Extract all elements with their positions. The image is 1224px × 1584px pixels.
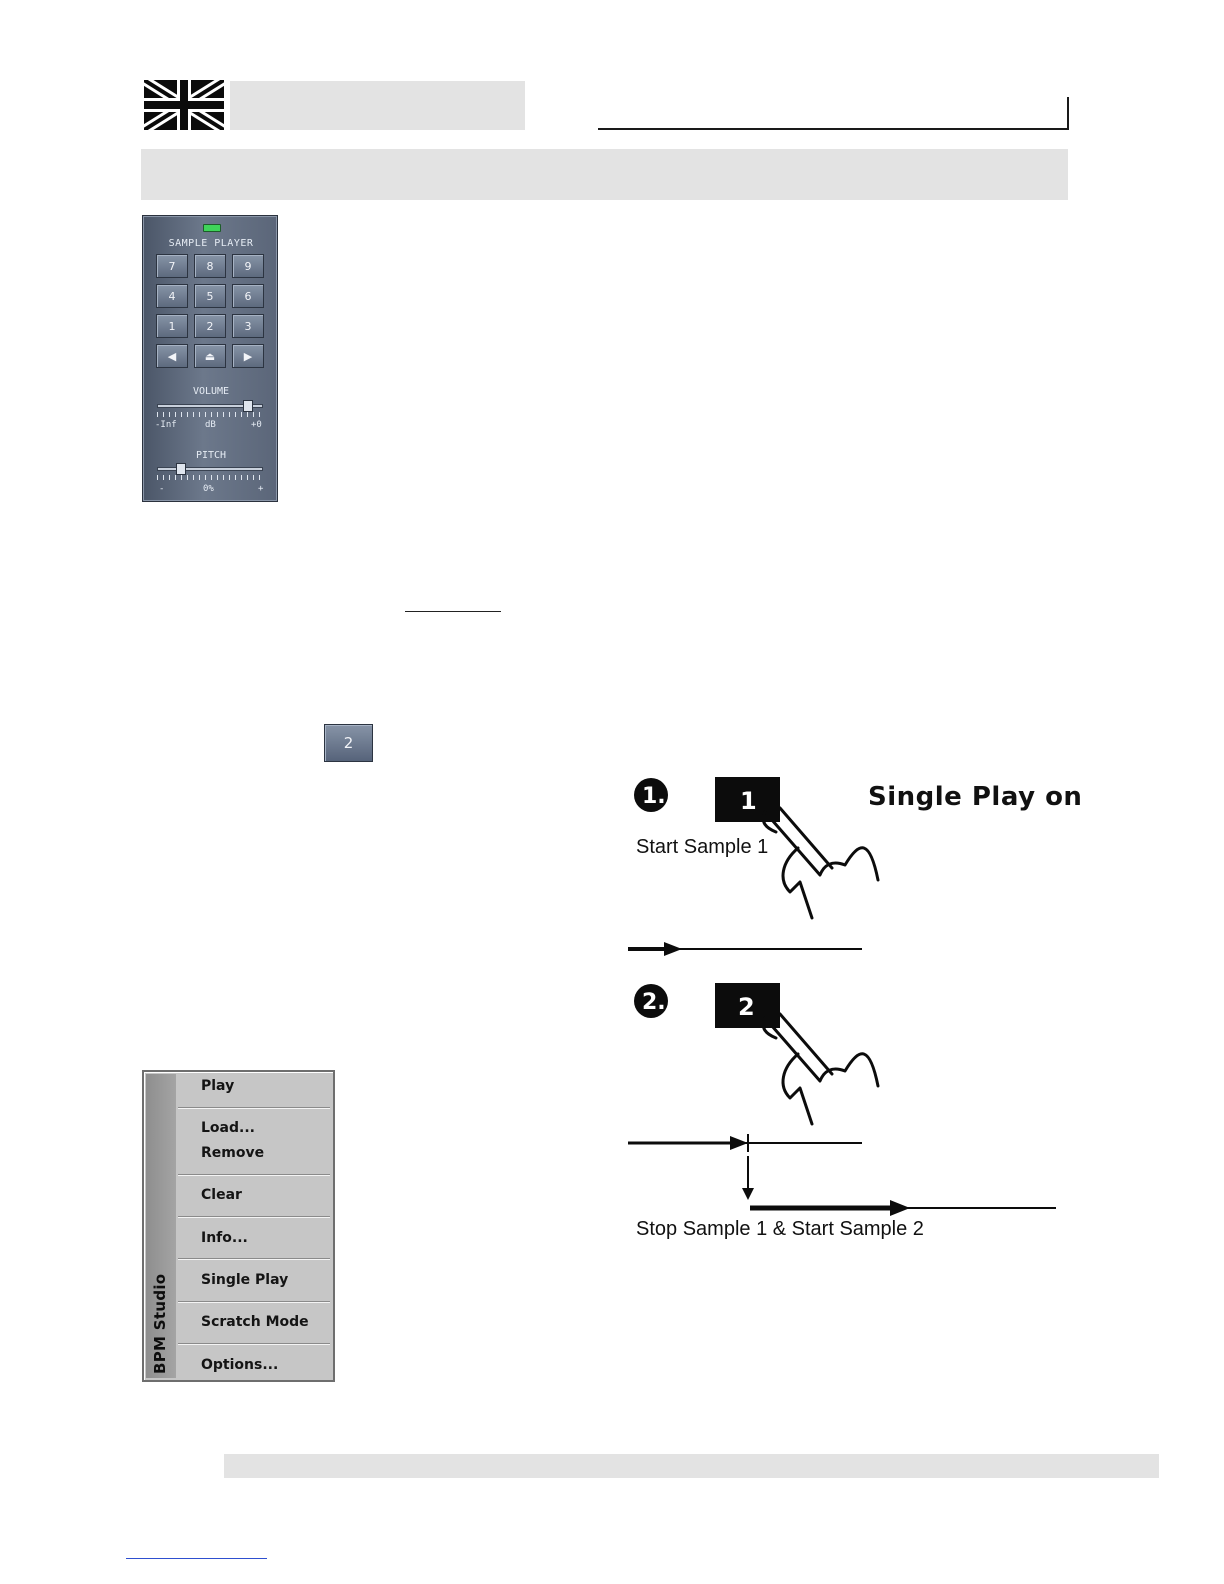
sample-key-7[interactable]: 7 (156, 254, 188, 278)
footer-link-underline (126, 1558, 267, 1559)
pitch-slider-thumb[interactable] (176, 463, 186, 475)
menu-separator (178, 1258, 330, 1260)
menu-item-clear[interactable]: Clear (201, 1187, 242, 1203)
pitch-label: PITCH (195, 450, 227, 461)
sample-key-5[interactable]: 5 (194, 284, 226, 308)
volume-unit-label: dB (205, 420, 216, 430)
menu-item-options[interactable]: Options... (201, 1357, 279, 1373)
menu-separator (178, 1216, 330, 1218)
prev-button[interactable] (156, 344, 188, 368)
key-1-label: 1 (740, 787, 757, 815)
single-play-title: Single Play on (868, 782, 1083, 812)
footer-bar (224, 1454, 1159, 1478)
start-sample-1-caption: Start Sample 1 (636, 836, 769, 858)
status-led-icon (203, 224, 221, 232)
sample-key-4[interactable]: 4 (156, 284, 188, 308)
triangle-right-icon: ▶ (243, 349, 253, 363)
sample-key-8[interactable]: 8 (194, 254, 226, 278)
menu-item-single-play[interactable]: Single Play (201, 1272, 289, 1288)
menu-separator (178, 1301, 330, 1303)
section-title-bar (141, 149, 1068, 200)
sample-key-2[interactable]: 2 (194, 314, 226, 338)
volume-ticks (157, 412, 263, 417)
sample-key-9[interactable]: 9 (232, 254, 264, 278)
header-rule (598, 128, 1069, 130)
step-2-badge-label: 2. (642, 990, 666, 1015)
arrow-down-icon (742, 1188, 754, 1200)
bpm-context-menu (142, 1070, 335, 1382)
menu-item-play[interactable]: Play (201, 1078, 235, 1094)
pointing-hand-icon (763, 808, 878, 918)
pitch-ticks (157, 475, 263, 480)
header-title-bar (230, 81, 525, 130)
pitch-min-label: - (159, 484, 165, 494)
next-button[interactable] (232, 344, 264, 368)
volume-min-label: -Inf (155, 420, 177, 430)
underline-rule (405, 611, 501, 612)
eject-icon: ⏏ (204, 349, 216, 363)
sample-key-1[interactable]: 1 (156, 314, 188, 338)
arrow-right-icon (730, 1136, 748, 1150)
step-1-badge-label: 1. (642, 784, 666, 809)
sample-key-6[interactable]: 6 (232, 284, 264, 308)
sample-key-2-inline[interactable]: 2 (324, 724, 373, 762)
arrow-right-icon (890, 1200, 910, 1216)
menu-item-scratch-mode[interactable]: Scratch Mode (201, 1314, 309, 1330)
menu-item-load[interactable]: Load... (201, 1120, 255, 1136)
menu-item-remove[interactable]: Remove (201, 1145, 265, 1161)
eject-button[interactable] (194, 344, 226, 368)
sample-player-title: SAMPLE PLAYER (168, 238, 254, 249)
key-2-label: 2 (738, 993, 755, 1021)
header-rule-tick (1067, 97, 1069, 130)
pitch-value-label: 0% (203, 484, 214, 494)
pointing-hand-icon (763, 1014, 878, 1124)
triangle-left-icon: ◀ (167, 349, 177, 363)
volume-slider-thumb[interactable] (243, 400, 253, 412)
uk-flag-icon (144, 80, 224, 130)
menu-item-info[interactable]: Info... (201, 1230, 248, 1246)
menu-separator (178, 1107, 330, 1109)
arrow-right-icon (664, 942, 682, 956)
menu-separator (178, 1174, 330, 1176)
menu-app-name: BPM Studio (151, 1273, 169, 1374)
pitch-max-label: + (258, 484, 264, 494)
sample-key-3[interactable]: 3 (232, 314, 264, 338)
pitch-slider-track[interactable] (157, 467, 263, 471)
volume-label: VOLUME (192, 386, 230, 397)
stop-start-caption: Stop Sample 1 & Start Sample 2 (636, 1218, 924, 1240)
menu-separator (178, 1343, 330, 1345)
volume-max-label: +0 (251, 420, 262, 430)
sample-player-panel (142, 215, 278, 502)
